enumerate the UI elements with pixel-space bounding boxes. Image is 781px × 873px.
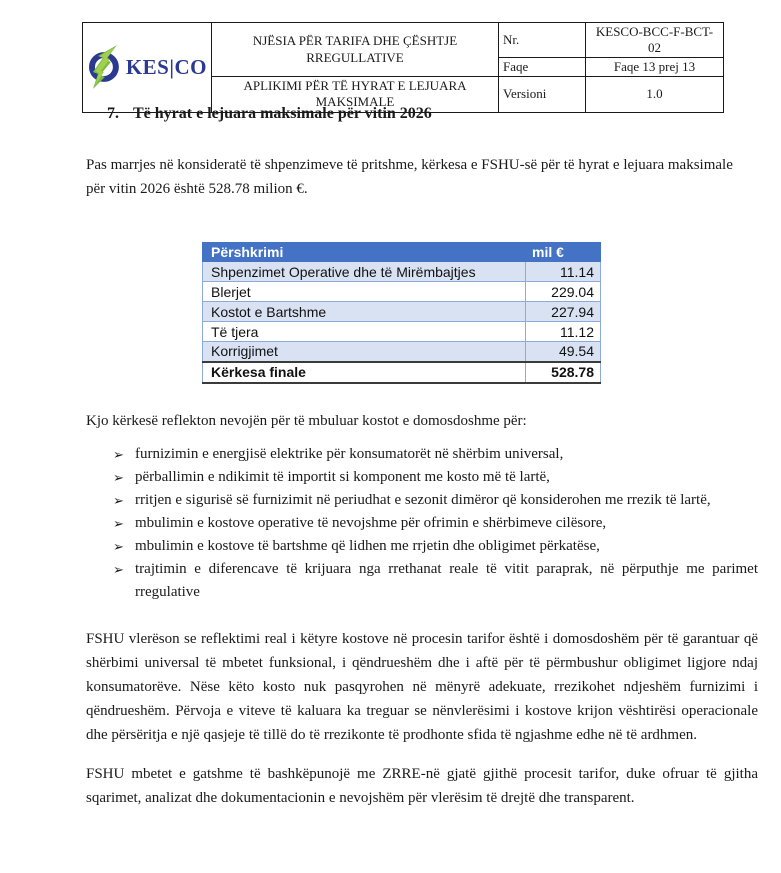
arrow-bullet-icon: ➢ (113, 516, 124, 531)
cost-value: 227.94 (526, 302, 601, 322)
document-header-table (82, 22, 724, 113)
cost-label: Korrigjimet (203, 342, 526, 362)
header-field-label-faqe: Faqe (499, 58, 586, 77)
header-field-value-nr: KESCO-BCC-F-BCT-02 (586, 23, 724, 58)
list-item (86, 512, 758, 535)
cost-label: Kostot e Bartshme (203, 302, 526, 322)
arrow-bullet-icon: ➢ (113, 470, 124, 485)
cost-label: Shpenzimet Operative dhe të Mirëmbajtjes (203, 262, 526, 282)
cost-value: 11.14 (526, 262, 601, 282)
section-title: Të hyrat e lejuara maksimale për vitin 2026 (133, 105, 432, 122)
arrow-bullet-icon: ➢ (113, 447, 124, 462)
list-item (86, 489, 758, 512)
cost-value: 49.54 (526, 342, 601, 362)
paragraph-closing: FSHU mbetet e gatshme të bashkëpunojë me ZRRE-në gjatë gjithë procesit tarifor, duke ofruar të gjitha sqarimet, analizat dhe dokumentacionin e nevojshëm për vlerësim të drejtë dhe transparent. (86, 766, 758, 806)
cost-table-total-row (203, 362, 601, 383)
logo-wordmark: KES|CO (125, 54, 207, 79)
cost-value: 11.12 (526, 322, 601, 342)
list-item (86, 443, 758, 466)
cost-table (202, 242, 601, 384)
section-heading (107, 104, 432, 123)
cost-label: Të tjera (203, 322, 526, 342)
bullet-text: trajtimin e diferencave të krijuara nga rrethanat reale të vitit paraprak, në përputhje me parimet rregulative (135, 561, 758, 600)
total-label: Kërkesa finale (203, 362, 526, 383)
header-field-value-versioni: 1.0 (586, 77, 724, 113)
arrow-bullet-icon: ➢ (113, 562, 124, 577)
bullet-text: mbulimin e kostove operative të nevojshme për ofrimin e shërbimeve cilësore, (135, 515, 607, 531)
bullet-text: rritjen e sigurisë së furnizimit në periudhat e sezonit dimëror që konsiderohen me rrezik të lartë, (135, 492, 711, 508)
list-item (86, 535, 758, 558)
paragraph-bullets-intro: Kjo kërkesë reflekton nevojën për të mbuluar kostot e domosdoshme për: (86, 413, 527, 429)
cost-label: Blerjet (203, 282, 526, 302)
kesco-logo (87, 44, 207, 90)
table-row (203, 282, 601, 302)
bullet-text: përballimin e ndikimit të importit si komponent me kosto më të lartë, (135, 469, 550, 485)
table-row (203, 262, 601, 282)
cost-table-header-unit: mil € (526, 243, 601, 262)
table-row (203, 302, 601, 322)
bullet-text: furnizimin e energjisë elektrike për konsumatorët në shërbim universal, (135, 446, 564, 462)
header-field-label-versioni: Versioni (499, 77, 586, 113)
header-doc-title: APLIKIMI PËR TË HYRAT E LEJUARA MAKSIMALE (212, 77, 499, 113)
kesco-logo-icon (87, 44, 123, 90)
section-number: 7. (107, 105, 119, 122)
bullet-text: mbulimin e kostove të bartshme që lidhen me rrjetin dhe obligimet përkatëse, (135, 538, 600, 554)
arrow-bullet-icon: ➢ (113, 493, 124, 508)
list-item (86, 558, 758, 604)
total-value: 528.78 (526, 362, 601, 383)
cost-table-header-row (203, 243, 601, 262)
header-field-label-nr: Nr. (499, 23, 586, 58)
header-field-value-faqe: Faqe 13 prej 13 (586, 58, 724, 77)
paragraph-intro: Pas marrjes në konsideratë të shpenzimeve të pritshme, kërkesa e FSHU-së për të hyrat e lejuara maksimale për vitin 2026 është 528.78 milion €. (86, 157, 733, 197)
table-row (203, 342, 601, 362)
list-item (86, 466, 758, 489)
cost-value: 229.04 (526, 282, 601, 302)
cost-table-header-description: Përshkrimi (203, 243, 526, 262)
arrow-bullet-icon: ➢ (113, 539, 124, 554)
logo-cell (83, 23, 212, 113)
paragraph-assessment: FSHU vlerëson se reflektimi real i këtyre kostove në procesin tarifor është i domosdoshëm për të garantuar që shërbimi universal të mbetet funksional, i qëndrueshëm dhe i aftë për të përmbushur obligimet ligjore ndaj konsumatorëve. Nëse këto kosto nuk pasqyrohen në mënyrë adekuate, rrezikohet ndjeshëm furnizimi i qëndrueshëm. Përvoja e viteve të kaluara ka treguar se nënvlerësimi i kostove krijon vështirësi operacionale dhe përsëritja e një qasjeje të tillë do të rrezikonte të prodhonte sfida të ngjashme edhe në të ardhmen. (86, 631, 758, 743)
table-row (203, 322, 601, 342)
bullet-list (86, 443, 758, 604)
header-unit-title: NJËSIA PËR TARIFA DHE ÇËSHTJE RREGULLATIVE (212, 23, 499, 77)
